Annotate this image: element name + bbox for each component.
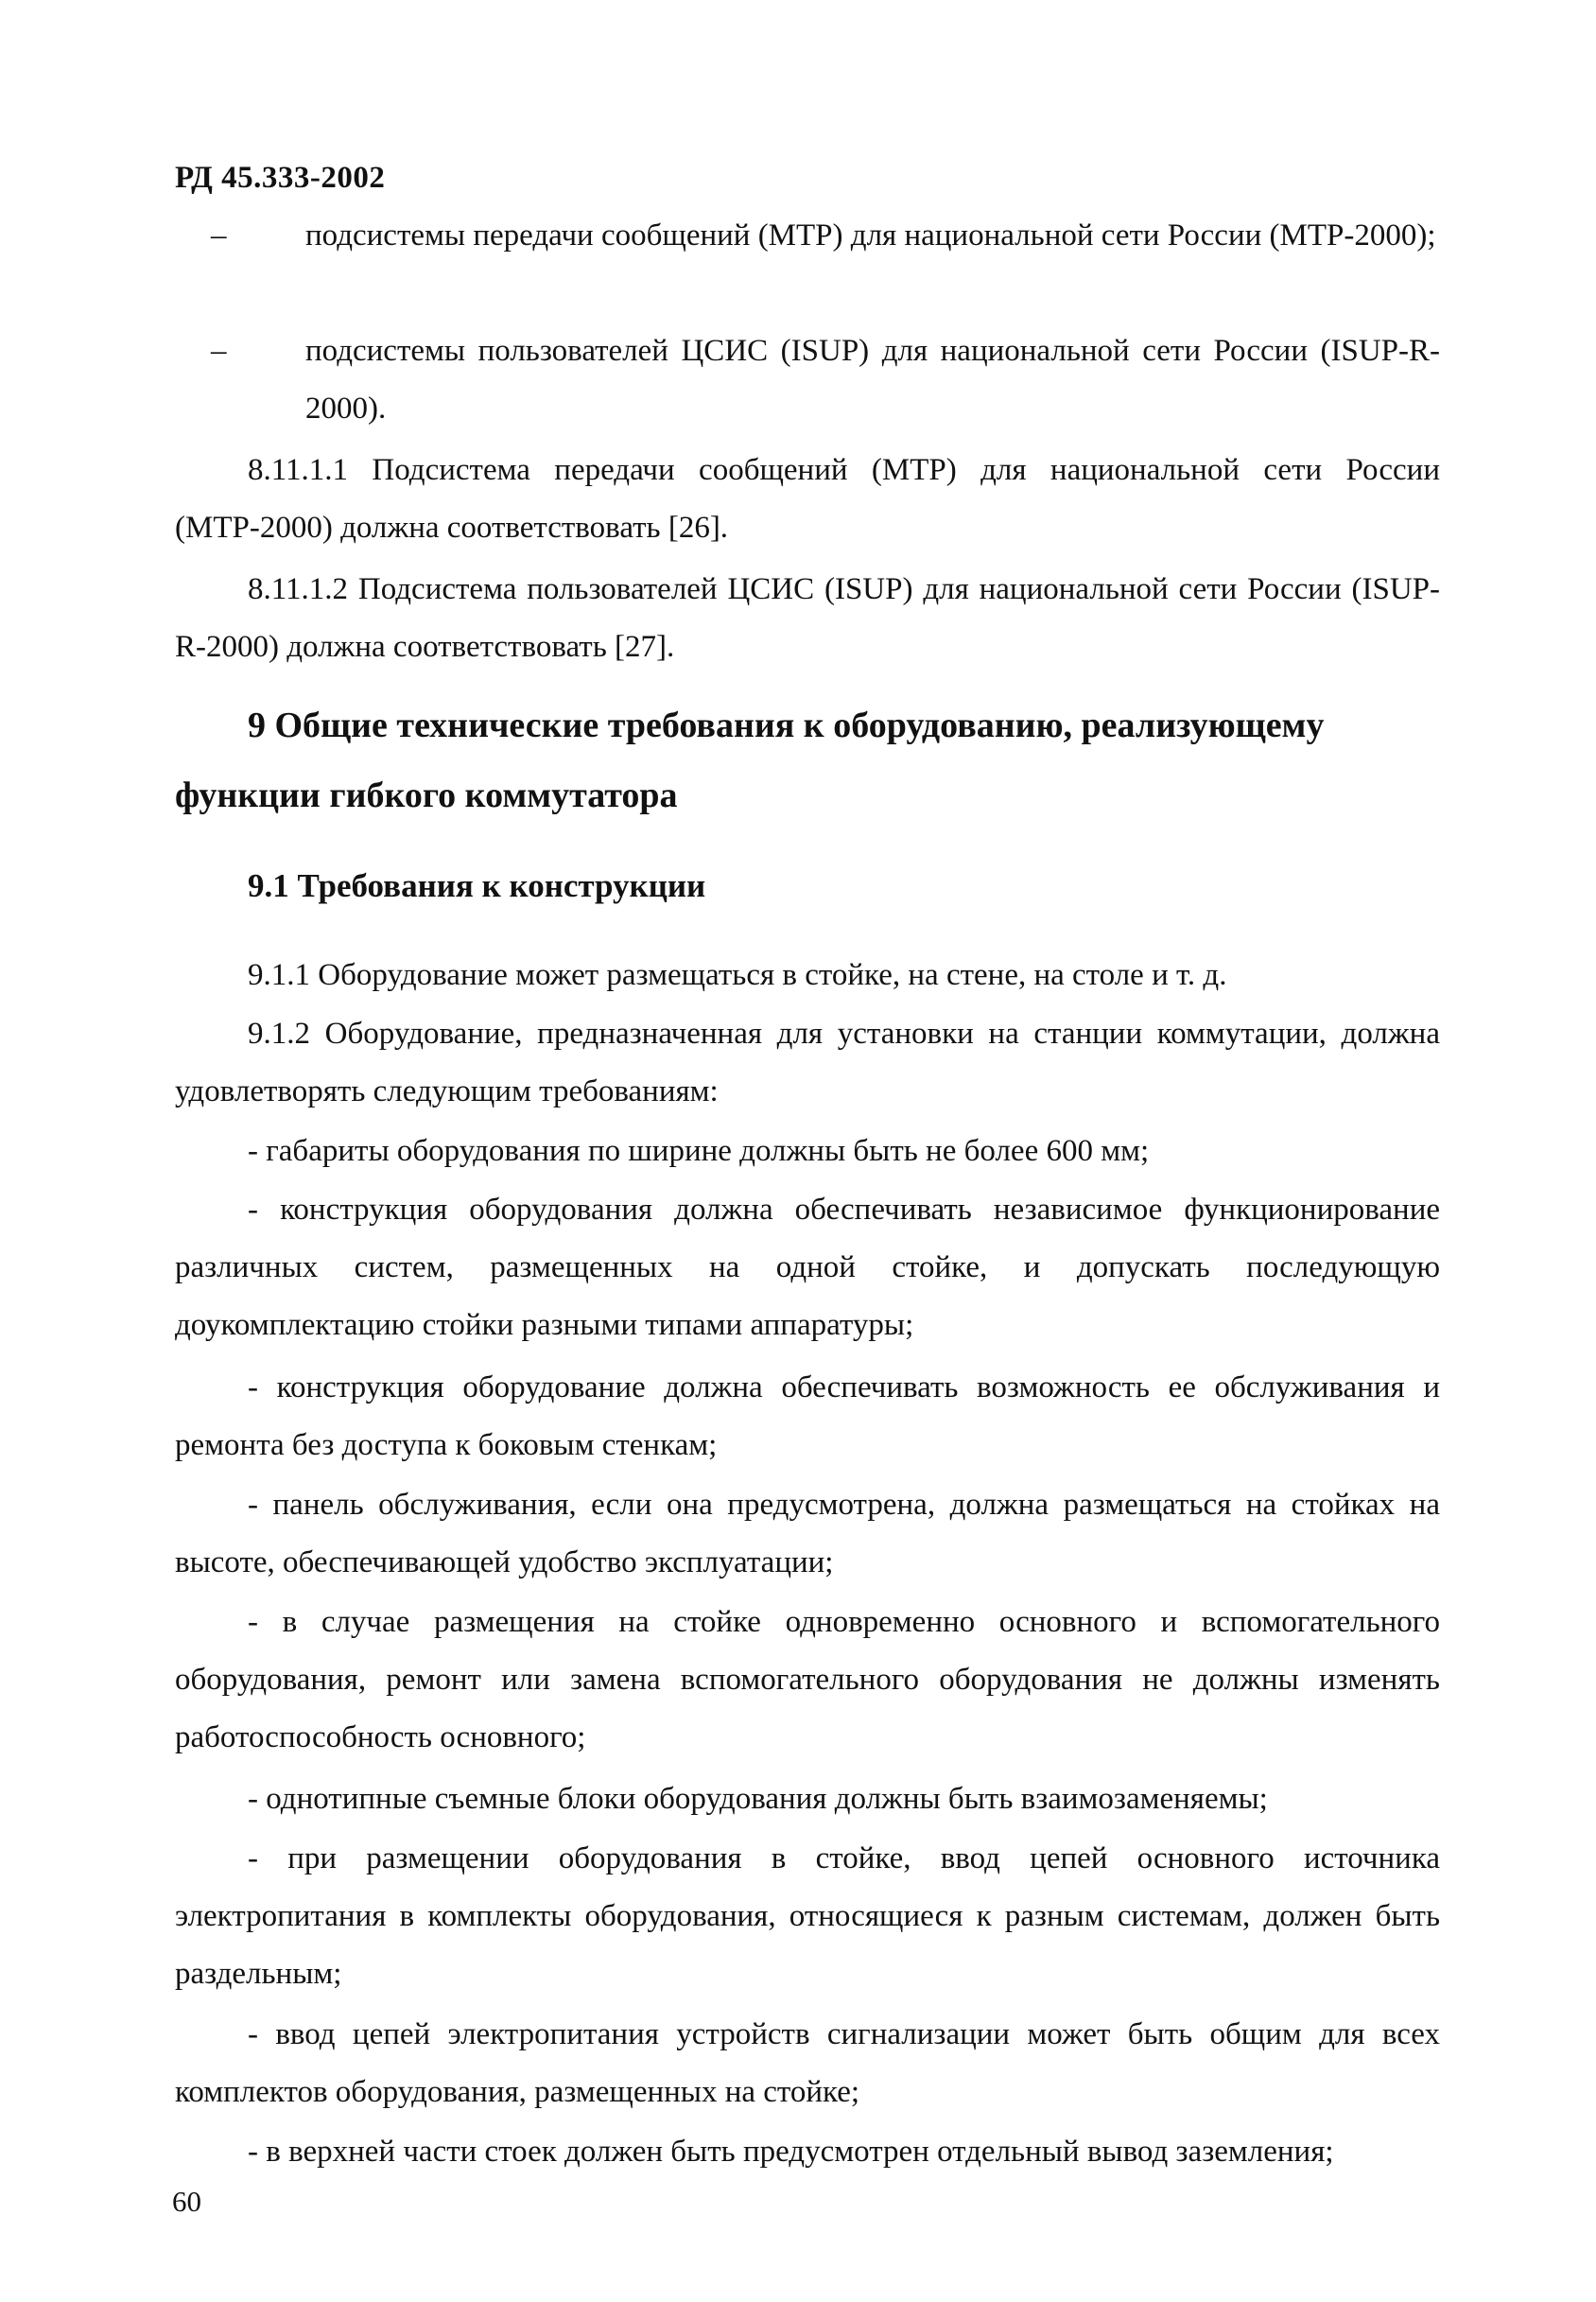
- list-item: [211, 207, 1440, 265]
- clause-8-11-1-2: 8.11.1.2 Подсистема пользователей ЦСИС (ISUP) для национальной сети России (ISUP-R-2000) должна соответствовать [27].: [175, 572, 1440, 664]
- requirement-item: - панель обслуживания, если она предусмотрена, должна размещаться на стойках на высоте, обеспечивающей удобство эксплуатации;: [175, 1488, 1440, 1579]
- requirement-item: - конструкция оборудования должна обеспечивать независимое функционирование различных систем, размещенных на одной стойке, и допускать последующую доукомплектацию стойки разными типами аппаратуры;: [175, 1193, 1440, 1342]
- requirement-item: - ввод цепей электропитания устройств сигнализации может быть общим для всех комплектов оборудования, размещенных на стойке;: [175, 2017, 1440, 2109]
- section-9-title: 9 Общие технические требования к оборудованию, реализующему функции гибкого коммутатора: [175, 706, 1325, 815]
- list-item-text: подсистемы пользователей ЦСИС (ISUP) для национальной сети России (ISUP-R-2000).: [305, 334, 1440, 426]
- subsection-9-1-title: 9.1 Требования к конструкции: [248, 867, 706, 904]
- requirement-item: - однотипные съемные блоки оборудования должны быть взаимозаменяемы;: [248, 1782, 1268, 1816]
- list-item: [211, 323, 1440, 438]
- document-code: РД 45.333-2002: [175, 161, 386, 195]
- list-dash: –: [211, 334, 227, 368]
- requirement-item: - в верхней части стоек должен быть предусмотрен отдельный вывод заземления;: [248, 2135, 1334, 2169]
- requirement-item: - при размещении оборудования в стойке, ввод цепей основного источника электропитания в комплекты оборудования, относящиеся к разным системам, должен быть раздельным;: [175, 1841, 1440, 1991]
- list-dash: –: [211, 218, 227, 253]
- clause-9-1-2: 9.1.2 Оборудование, предназначенная для установки на станции коммутации, должна удовлетворять следующим требованиям:: [175, 1017, 1440, 1108]
- page-number: 60: [172, 2185, 201, 2218]
- list-item-text: подсистемы передачи сообщений (МТР) для национальной сети России (МТР-2000);: [305, 218, 1436, 253]
- requirement-item: - габариты оборудования по ширине должны быть не более 600 мм;: [248, 1134, 1150, 1168]
- clause-9-1-1: 9.1.1 Оборудование может размещаться в стойке, на стене, на столе и т. д.: [248, 958, 1227, 992]
- requirement-item: - конструкция оборудование должна обеспечивать возможность ее обслуживания и ремонта без доступа к боковым стенкам;: [175, 1370, 1440, 1462]
- clause-8-11-1-1: 8.11.1.1 Подсистема передачи сообщений (МТР) для национальной сети России (МТР-2000) должна соответствовать [26].: [175, 453, 1440, 545]
- requirement-item: - в случае размещения на стойке одновременно основного и вспомогательного оборудования, ремонт или замена вспомогательного оборудования не должны изменять работоспособность основного;: [175, 1605, 1440, 1754]
